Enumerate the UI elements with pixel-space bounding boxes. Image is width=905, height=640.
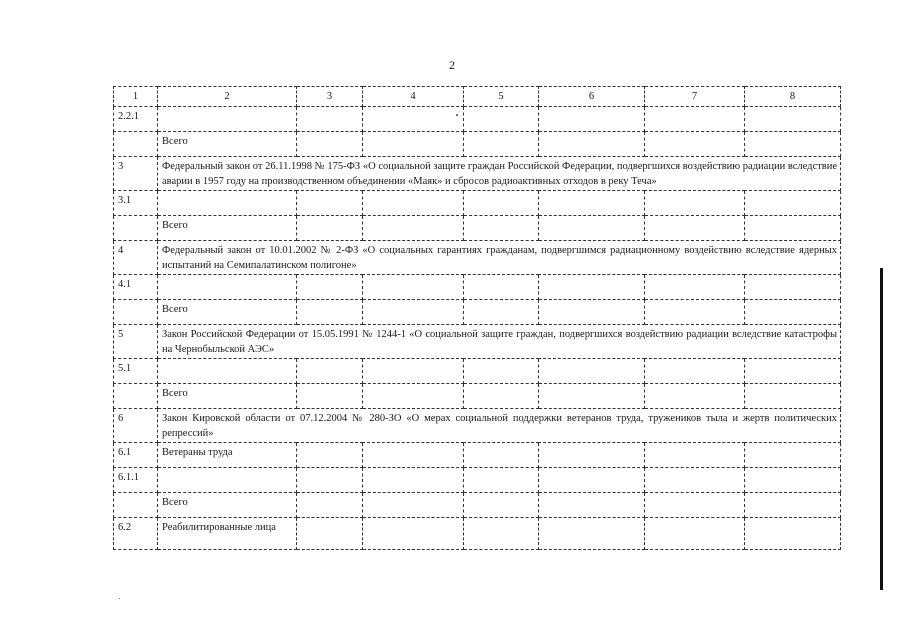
column-number: 2 [158,87,297,107]
table-cell [539,275,645,300]
table-cell [539,191,645,216]
table-cell [297,107,363,132]
table-cell [645,384,745,409]
row-label [158,359,297,384]
row-code: 6.1.1 [114,468,158,493]
column-number: 3 [297,87,363,107]
table-row [114,518,841,550]
report-table [113,86,841,550]
row-code [114,300,158,325]
law-title: Федеральный закон от 26.11.1998 № 175-ФЗ «О социальной защите граждан Российской Федерации, подвергшихся воздействию радиации вследствие аварии в 1957 году на производственном объединении «Маяк» и сбросов радиоактивных отходов в реку Теча» [158,157,841,191]
table-cell [645,216,745,241]
table-cell [363,518,464,550]
table-cell [645,493,745,518]
row-label: Всего [158,493,297,518]
table-cell [297,518,363,550]
scan-speck [456,114,458,116]
table-cell [363,275,464,300]
table-cell [297,384,363,409]
table-cell [745,359,841,384]
row-code: 3 [114,157,158,191]
table-cell [745,300,841,325]
row-code: 4.1 [114,275,158,300]
table-cell [297,359,363,384]
table-cell [539,518,645,550]
row-code: 6.2 [114,518,158,550]
row-code [114,132,158,157]
table-cell [297,300,363,325]
table-cell [363,384,464,409]
table-cell [363,107,464,132]
scan-speck [119,598,120,599]
table-cell [464,275,539,300]
table-cell [539,300,645,325]
column-number: 1 [114,87,158,107]
margin-scan-bar [880,268,883,590]
table-cell [745,493,841,518]
law-title: Закон Российской Федерации от 15.05.1991 № 1244-1 «О социальной защите граждан, подвергшихся воздействию радиации вследствие катастрофы на Чернобыльской АЭС» [158,325,841,359]
row-label: Всего [158,300,297,325]
row-code: 6.1 [114,443,158,468]
table-cell [363,216,464,241]
row-code: 6 [114,409,158,443]
table-cell [464,359,539,384]
table-cell [363,468,464,493]
table-row [114,300,841,325]
column-number: 5 [464,87,539,107]
law-title: Закон Кировской области от 07.12.2004 № 280-ЗО «О мерах социальной поддержки ветеранов труда, тружеников тыла и жертв политических репрессий» [158,409,841,443]
table-cell [539,107,645,132]
table-cell [464,493,539,518]
table-cell [745,191,841,216]
table-cell [464,468,539,493]
table-cell [745,132,841,157]
row-code [114,216,158,241]
table-cell [464,384,539,409]
row-label [158,191,297,216]
table-row [114,493,841,518]
table-cell [297,216,363,241]
table-cell [363,191,464,216]
row-code: 2.2.1 [114,107,158,132]
row-code: 5.1 [114,359,158,384]
row-label [158,468,297,493]
table-cell [745,468,841,493]
row-code: 3.1 [114,191,158,216]
law-title: Федеральный закон от 10.01.2002 № 2-ФЗ «О социальных гарантиях гражданам, подвергшимся радиационному воздействию вследствие ядерных испытаний на Семипалатинском полигоне» [158,241,841,275]
table-cell [297,132,363,157]
table-cell [645,518,745,550]
row-label: Всего [158,384,297,409]
table-cell [363,359,464,384]
table-cell [645,191,745,216]
table-cell [464,300,539,325]
table-row [114,468,841,493]
table-cell [645,300,745,325]
table-row [114,191,841,216]
table-cell [645,275,745,300]
law-row [114,241,841,275]
page-number: 2 [449,58,455,72]
table-cell [363,300,464,325]
table-cell [464,191,539,216]
table-cell [645,132,745,157]
table-cell [464,107,539,132]
table-row [114,132,841,157]
table-cell [297,191,363,216]
table-cell [297,443,363,468]
table-cell [464,132,539,157]
table-cell [645,468,745,493]
row-code: 4 [114,241,158,275]
table-cell [363,493,464,518]
table-row [114,359,841,384]
table-row [114,107,841,132]
row-label: Реабилитированные лица [158,518,297,550]
law-row [114,409,841,443]
row-label [158,107,297,132]
table-cell [297,275,363,300]
row-label: Ветераны труда [158,443,297,468]
table-cell [539,468,645,493]
table-cell [745,518,841,550]
table-cell [745,275,841,300]
row-label [158,275,297,300]
column-number: 6 [539,87,645,107]
table-row [114,384,841,409]
table-cell [645,359,745,384]
table-row [114,443,841,468]
table-cell [363,443,464,468]
table-cell [745,216,841,241]
table-row [114,275,841,300]
law-row [114,157,841,191]
table-cell [745,384,841,409]
table-cell [539,443,645,468]
column-number: 8 [745,87,841,107]
table-cell [539,493,645,518]
table-cell [645,107,745,132]
row-label: Всего [158,216,297,241]
law-row [114,325,841,359]
table-cell [539,132,645,157]
table-cell [464,518,539,550]
row-label: Всего [158,132,297,157]
column-number: 7 [645,87,745,107]
row-code: 5 [114,325,158,359]
table-cell [539,384,645,409]
table-cell [539,359,645,384]
table-cell [297,468,363,493]
table-row [114,216,841,241]
row-code [114,493,158,518]
table-cell [297,493,363,518]
table-cell [645,443,745,468]
table-cell [464,443,539,468]
table-cell [745,443,841,468]
column-number-row [114,87,841,107]
table-cell [745,107,841,132]
column-number: 4 [363,87,464,107]
table-cell [363,132,464,157]
table-cell [464,216,539,241]
table-cell [539,216,645,241]
row-code [114,384,158,409]
